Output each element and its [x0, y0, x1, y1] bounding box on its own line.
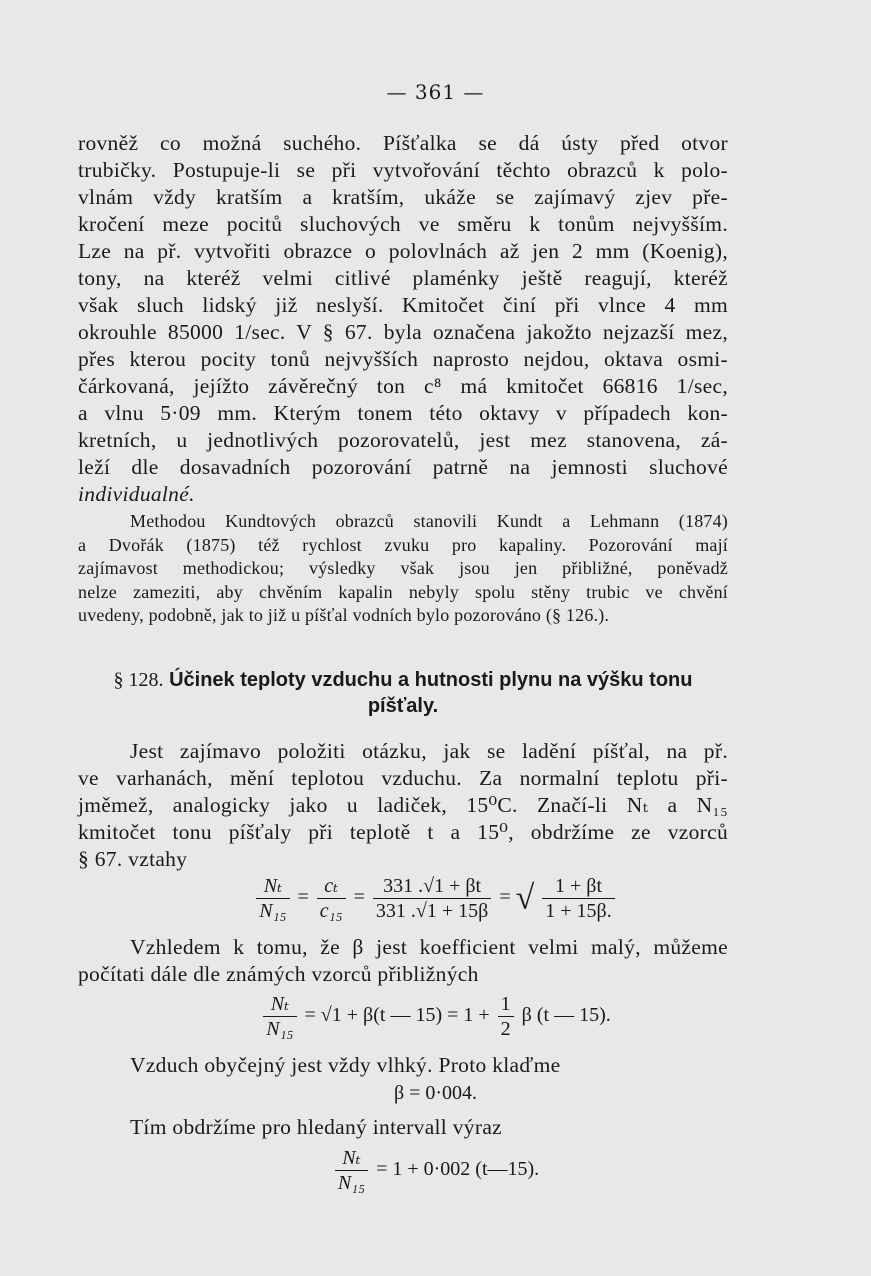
formula-term: c₁₅: [319, 900, 343, 922]
text-line: počítati dále dle známých vzorců přibližných: [78, 962, 479, 986]
text-line: Lze na př. vytvořiti obrazce o polovlnách až jen 2 mm (Koenig),: [78, 239, 728, 263]
formula-term: N₁₅: [337, 1172, 366, 1194]
text-line: čárkovaná, jejížto závěrečný ton c⁸ má kmitočet 66816 1/sec,: [78, 374, 728, 398]
text-line: individualné.: [78, 482, 195, 506]
formula-term: Nₜ: [263, 992, 296, 1017]
text-line: však sluch lidský již neslyší. Kmitočet činí při vlnce 4 mm: [78, 293, 728, 317]
text-line: a Dvořák (1875) též rychlost zvuku pro kapaliny. Pozorování mají: [78, 534, 728, 555]
formula-term: N₁₅: [266, 1018, 294, 1040]
text-line: rovněž co možná suchého. Píšťalka se dá ústy před otvor: [78, 131, 728, 155]
formula-approximation: [0, 992, 871, 1041]
formula-term: 1 + βt: [542, 874, 614, 899]
formula-term: cₜ: [317, 874, 346, 899]
formula-term: 331 .√1 + 15β: [375, 900, 489, 922]
text-line: uvedeny, podobně, jak to již u píšťal vodních bylo pozorováno (§ 126.).: [78, 605, 610, 625]
text-line: nelze zameziti, aby chvěním kapalin nebyly spolu stěny trubic ve chvění: [78, 581, 728, 602]
text-line: kmitočet tonu píšťaly při teplotě t a 15⁰, obdržíme ze vzorců: [78, 820, 728, 844]
formula-term: 2: [500, 1018, 511, 1040]
formula-term: 1 + 15β.: [545, 900, 612, 922]
text-line: § 67. vztahy: [78, 847, 188, 871]
text-line: trubičky. Postupuje-li se při vytvořování těchto obrazců k polo-: [78, 158, 728, 182]
text-line: ve varhanách, mění teplotou vzduchu. Za normalní teplotu při-: [78, 766, 728, 790]
formula-term: = √1 + β(t — 15) = 1 +: [304, 1004, 490, 1027]
paragraph-1: [78, 130, 728, 508]
formula-term: = 1 + 0·002 (t—15).: [376, 1158, 540, 1181]
formula-beta: β = 0·004.: [393, 1082, 478, 1104]
text-line: Jest zajímavo položiti otázku, jak se ladění píšťal, na př.: [130, 739, 728, 763]
text-line: Vzduch obyčejný jest vždy vlhký. Proto klaďme: [130, 1053, 561, 1077]
paragraph-6: [78, 1114, 728, 1141]
paragraph-4: [78, 934, 728, 988]
formula-term: Nₜ: [256, 874, 289, 899]
paragraph-3: [78, 738, 728, 873]
text-line: tony, na kteréž velmi citlivé plaménky ještě reagují, kteréž: [78, 266, 728, 290]
paragraph-5: [78, 1052, 728, 1079]
text-line: Methodou Kundtových obrazců stanovili Kundt a Lehmann (1874): [130, 511, 728, 531]
paragraph-2: [78, 510, 728, 628]
heading-line-1: Účinek teploty vzduchu a hutnosti plynu na výšku tonu: [169, 669, 693, 691]
text-line: okrouhle 85000 1/sec. V § 67. byla označena jakožto nejzazší mez,: [78, 320, 728, 344]
section-number: § 128.: [113, 669, 164, 691]
text-line: kročení meze pocitů sluchových ve směru k tonům nejvyšším.: [78, 212, 728, 236]
formula-term: N₁₅: [259, 900, 287, 922]
text-line: Tím obdržíme pro hledaný intervall výraz: [130, 1115, 502, 1139]
text-line: přes kterou pocity tonů nejvyšších naprosto nejdou, oktava osmi-: [78, 347, 728, 371]
text-line: a vlnu 5·09 mm. Kterým tonem této oktavy v případech kon-: [78, 401, 728, 425]
text-line: leží dle dosavadních pozorování patrně na jemnosti sluchové: [78, 455, 728, 479]
section-heading: [78, 667, 728, 719]
formula-term: β (t — 15).: [521, 1004, 611, 1027]
formula-term: Nₜ: [335, 1146, 368, 1171]
formula-ratio: $\frac{\text{Nₜ}}{\text{N₁₅}}$ = $\frac{\text{cₜ}}{\text{c₁₅}}$ = $\frac{331 .√1 + \beta t}{331 .√1 + 15\beta}$ = √ $\frac{1 + \beta t}{1 + 15\beta.}$: [0, 874, 871, 923]
formula-interval: [0, 1146, 871, 1195]
text-line: vlnám vždy kratším a kratším, ukáže se zajímavý zjev pře-: [78, 185, 728, 209]
text-line: Vzhledem k tomu, že β jest koefficient velmi malý, můžeme: [130, 935, 728, 959]
text-line: zajímavost methodickou; výsledky však jsou jen přibližné, poněvadž: [78, 558, 728, 578]
text-line: jměmež, analogicky jako u ladiček, 15⁰C. Značí-li Nₜ a N₁₅: [78, 793, 728, 817]
formula-term: 331 .√1 + βt: [373, 874, 491, 899]
formula-term: 1: [498, 992, 514, 1017]
heading-line-2: píšťaly.: [367, 695, 439, 717]
page-number: — 361 —: [386, 80, 485, 104]
text-line: kretních, u jednotlivých pozorovatelů, jest mez stanovena, zá-: [78, 428, 728, 452]
